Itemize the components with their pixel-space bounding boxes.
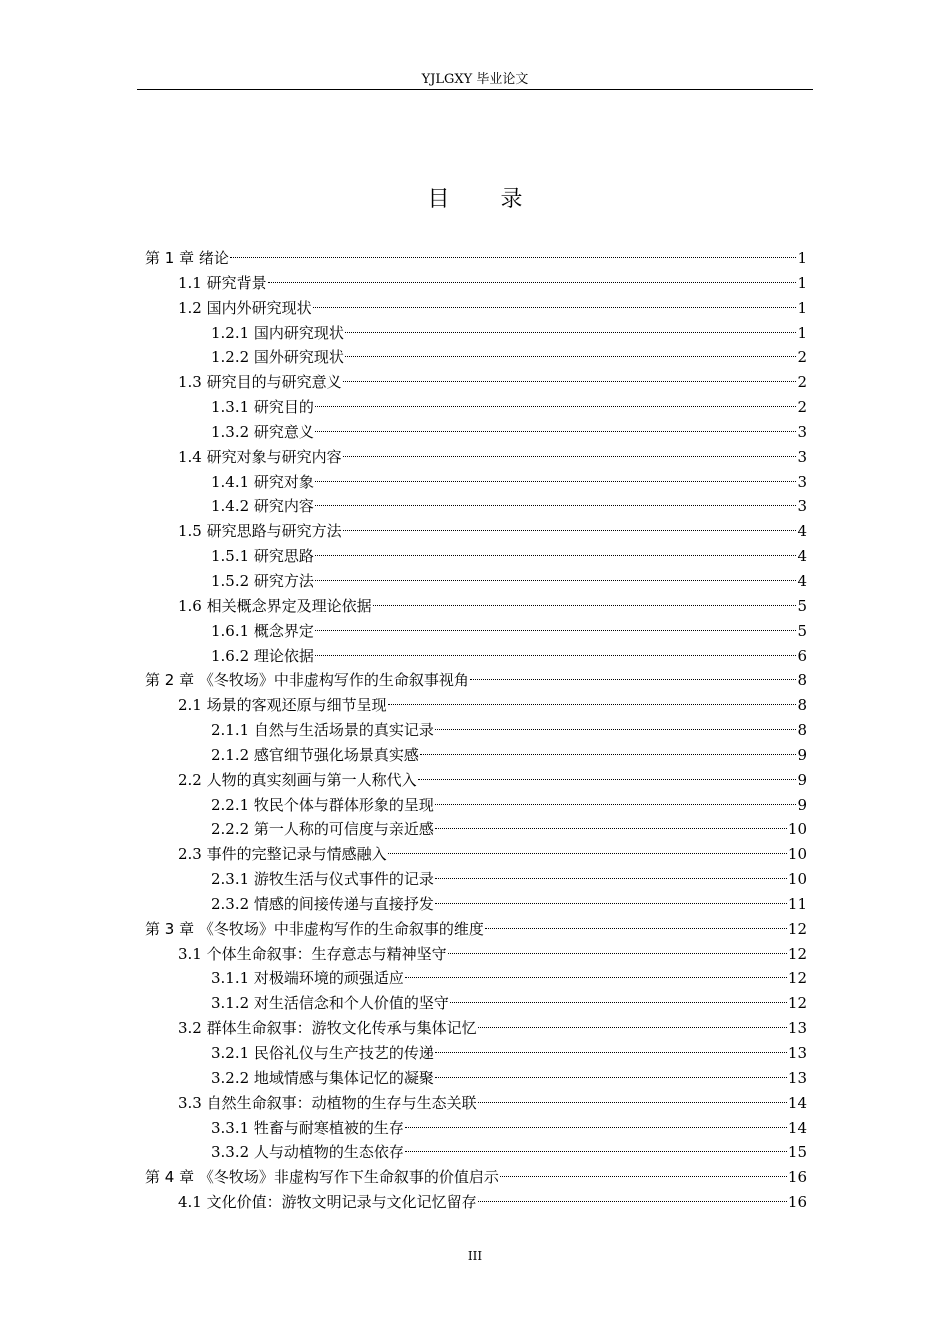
toc-title: 目 录 <box>427 187 545 212</box>
toc-entry[interactable] <box>145 867 807 892</box>
toc-entry-page: 2 <box>797 398 807 417</box>
toc-entry-page: 4 <box>797 522 807 541</box>
toc-entry-label: 第 2 章 《冬牧场》中非虚构写作的生命叙事视角 <box>145 671 469 690</box>
toc-entry-page: 9 <box>797 745 807 764</box>
dot-leader <box>405 977 787 978</box>
dot-leader <box>478 1102 787 1103</box>
toc-entry-label: 3.1.1 对极端环境的顽强适应 <box>211 969 404 988</box>
toc-entry[interactable] <box>145 793 807 818</box>
dot-leader <box>448 953 787 954</box>
toc-entry[interactable] <box>145 271 807 296</box>
toc-entry-label: 2.3 事件的完整记录与情感融入 <box>178 845 387 864</box>
toc-entry-page: 16 <box>787 1168 807 1187</box>
dot-leader <box>485 928 787 929</box>
toc-entry-label: 2.3.1 游牧生活与仪式事件的记录 <box>211 870 434 889</box>
dot-leader <box>343 381 797 382</box>
toc-entry-label: 1.4 研究对象与研究内容 <box>178 447 342 466</box>
toc-entry[interactable] <box>145 321 807 346</box>
toc-entry-label: 4.1 文化价值：游牧文明记录与文化记忆留存 <box>178 1193 477 1212</box>
toc-entry-label: 1.5 研究思路与研究方法 <box>178 522 342 541</box>
dot-leader <box>470 679 797 680</box>
dot-leader <box>315 481 797 482</box>
toc-entry-page: 3 <box>797 422 807 441</box>
toc-entry[interactable] <box>145 420 807 445</box>
toc-entry-page: 6 <box>797 646 807 665</box>
dot-leader <box>405 1151 787 1152</box>
dot-leader <box>373 605 797 606</box>
toc-entry[interactable] <box>145 1091 807 1116</box>
header-rule <box>137 89 813 90</box>
toc-entry[interactable] <box>145 842 807 867</box>
toc-entry[interactable] <box>145 942 807 967</box>
dot-leader <box>388 704 797 705</box>
toc-entry-page: 13 <box>787 1068 807 1087</box>
toc-entry-label: 1.2 国内外研究现状 <box>178 298 312 317</box>
toc-entry-label: 2.3.2 情感的间接传递与直接抒发 <box>211 894 434 913</box>
toc-entry-label: 3.3.2 人与动植物的生态依存 <box>211 1143 404 1162</box>
dot-leader <box>435 878 787 879</box>
toc-entry-page: 13 <box>787 1019 807 1038</box>
toc-entry-page: 14 <box>787 1093 807 1112</box>
toc-entry[interactable] <box>145 966 807 991</box>
toc-entry-page: 2 <box>797 373 807 392</box>
toc-entry[interactable] <box>145 445 807 470</box>
toc-entry-label: 1.3.2 研究意义 <box>211 422 314 441</box>
toc-entry-label: 3.2.1 民俗礼仪与生产技艺的传递 <box>211 1044 434 1062</box>
dot-leader <box>345 356 797 357</box>
toc-entry-label: 1.3 研究目的与研究意义 <box>178 373 342 392</box>
toc-entry-label: 2.1 场景的客观还原与细节呈现 <box>178 696 387 715</box>
toc-entry-page: 1 <box>797 298 807 317</box>
toc-entry-page: 9 <box>797 770 807 789</box>
toc-entry[interactable] <box>145 1140 807 1165</box>
toc-entry-page: 1 <box>797 323 807 342</box>
toc-entry-label: 第 4 章 《冬牧场》非虚构写作下生命叙事的价值启示 <box>145 1168 499 1187</box>
toc-entry-page: 5 <box>797 621 807 640</box>
dot-leader <box>315 505 797 506</box>
toc-entry-page: 8 <box>797 721 807 740</box>
dot-leader <box>435 1052 787 1053</box>
toc-entry-page: 12 <box>787 919 807 938</box>
dot-leader <box>343 530 797 531</box>
toc-entry[interactable] <box>145 743 807 768</box>
toc-entry[interactable] <box>145 1116 807 1141</box>
toc-entry-label: 1.5.1 研究思路 <box>211 547 314 566</box>
toc-entry-page: 15 <box>787 1143 807 1162</box>
toc-entry-label: 1.1 研究背景 <box>178 273 267 292</box>
dot-leader <box>315 580 797 581</box>
toc-entry-page: 16 <box>787 1193 807 1212</box>
toc-entry[interactable] <box>145 917 807 942</box>
toc-entry-page: 4 <box>797 547 807 566</box>
dot-leader <box>343 456 797 457</box>
toc-entry-label: 1.3.1 研究目的 <box>211 398 314 417</box>
toc-entry[interactable] <box>145 892 807 917</box>
dot-leader <box>388 853 787 854</box>
toc-entry-page: 1 <box>797 273 807 292</box>
toc-entry[interactable] <box>145 619 807 644</box>
toc-entry-page: 8 <box>797 696 807 715</box>
toc-entry[interactable] <box>145 395 807 420</box>
toc-entry[interactable] <box>145 693 807 718</box>
toc-entry-page: 3 <box>797 497 807 516</box>
dot-leader <box>450 1002 787 1003</box>
toc-entry-label: 1.5.2 研究方法 <box>211 571 314 590</box>
toc-entry-label: 3.3.1 牲畜与耐寒植被的生存 <box>211 1118 404 1137</box>
toc-entry-label: 2.2.2 第一人称的可信度与亲近感 <box>211 820 434 839</box>
toc-entry[interactable] <box>145 1041 807 1066</box>
toc-entry[interactable] <box>145 1066 807 1091</box>
toc-entry[interactable] <box>145 370 807 395</box>
dot-leader <box>345 332 797 333</box>
toc-entry-page: 10 <box>787 845 807 864</box>
toc-entry[interactable] <box>145 544 807 569</box>
toc-entry-label: 1.2.2 国外研究现状 <box>211 348 344 367</box>
toc-entry-label: 3.1 个体生命叙事：生存意志与精神坚守 <box>178 944 447 963</box>
toc-entry[interactable] <box>145 817 807 842</box>
toc-entry-label: 2.1.2 感官细节强化场景真实感 <box>211 745 419 764</box>
dot-leader <box>435 903 787 904</box>
toc-entry[interactable] <box>145 519 807 544</box>
toc-entry-label: 1.4.2 研究内容 <box>211 497 314 516</box>
toc-entry[interactable] <box>145 1190 807 1215</box>
toc-entry-label: 第 3 章 《冬牧场》中非虚构写作的生命叙事的维度 <box>145 919 484 938</box>
page-number: III <box>467 1249 483 1263</box>
dot-leader <box>315 655 797 656</box>
toc-entry-page: 10 <box>787 820 807 839</box>
dot-leader <box>418 779 797 780</box>
dot-leader <box>315 406 797 407</box>
dot-leader <box>500 1176 787 1177</box>
toc-entry-label: 2.2.1 牧民个体与群体形象的呈现 <box>211 795 434 814</box>
table-of-contents <box>145 246 807 1215</box>
toc-entry[interactable] <box>145 668 807 693</box>
toc-entry-page: 1 <box>797 249 807 267</box>
toc-entry[interactable] <box>145 594 807 619</box>
running-header: YJLGXY 毕业论文 <box>421 72 529 87</box>
toc-entry-label: 3.3 自然生命叙事：动植物的生存与生态关联 <box>178 1093 477 1112</box>
toc-entry-label: 2.1.1 自然与生活场景的真实记录 <box>211 721 434 740</box>
toc-entry-label: 3.2 群体生命叙事：游牧文化传承与集体记忆 <box>178 1019 477 1038</box>
dot-leader <box>435 804 797 805</box>
dot-leader <box>315 630 797 631</box>
dot-leader <box>313 307 797 308</box>
dot-leader <box>435 729 797 730</box>
toc-entry[interactable] <box>145 1165 807 1190</box>
toc-entry-label: 3.2.2 地域情感与集体记忆的凝聚 <box>211 1068 434 1087</box>
toc-entry-label: 3.1.2 对生活信念和个人价值的坚守 <box>211 994 449 1013</box>
toc-entry[interactable] <box>145 345 807 370</box>
dot-leader <box>435 828 787 829</box>
toc-entry[interactable] <box>145 246 807 271</box>
toc-entry-page: 12 <box>787 969 807 988</box>
toc-entry[interactable] <box>145 569 807 594</box>
toc-entry[interactable] <box>145 644 807 669</box>
toc-entry-page: 14 <box>787 1118 807 1137</box>
toc-entry[interactable] <box>145 768 807 793</box>
toc-entry-page: 9 <box>797 795 807 814</box>
dot-leader <box>315 555 797 556</box>
toc-entry[interactable] <box>145 296 807 321</box>
toc-entry[interactable] <box>145 718 807 743</box>
toc-entry-label: 第 1 章 绪论 <box>145 249 229 267</box>
dot-leader <box>478 1027 787 1028</box>
toc-entry-label: 2.2 人物的真实刻画与第一人称代入 <box>178 770 417 789</box>
toc-entry-page: 8 <box>797 671 807 690</box>
toc-entry-label: 1.2.1 国内研究现状 <box>211 323 344 342</box>
dot-leader <box>268 282 797 283</box>
toc-entry[interactable] <box>145 494 807 519</box>
toc-entry-page: 3 <box>797 447 807 466</box>
toc-entry-page: 2 <box>797 348 807 367</box>
toc-entry-page: 3 <box>797 472 807 491</box>
dot-leader <box>478 1201 787 1202</box>
toc-entry-page: 12 <box>787 944 807 963</box>
toc-entry[interactable] <box>145 1016 807 1041</box>
dot-leader <box>435 1077 787 1078</box>
dot-leader <box>420 754 797 755</box>
toc-entry-page: 4 <box>797 571 807 590</box>
toc-entry-page: 13 <box>787 1044 807 1062</box>
toc-entry[interactable] <box>145 991 807 1016</box>
toc-entry-page: 11 <box>787 894 807 913</box>
toc-entry-label: 1.6 相关概念界定及理论依据 <box>178 596 372 615</box>
toc-entry-label: 1.6.1 概念界定 <box>211 621 314 640</box>
toc-entry-label: 1.6.2 理论依据 <box>211 646 314 665</box>
dot-leader <box>230 257 797 258</box>
dot-leader <box>405 1127 787 1128</box>
dot-leader <box>315 431 797 432</box>
toc-entry-page: 10 <box>787 870 807 889</box>
toc-entry-page: 5 <box>797 596 807 615</box>
toc-entry-page: 12 <box>787 994 807 1013</box>
toc-entry-label: 1.4.1 研究对象 <box>211 472 314 491</box>
toc-entry[interactable] <box>145 470 807 495</box>
